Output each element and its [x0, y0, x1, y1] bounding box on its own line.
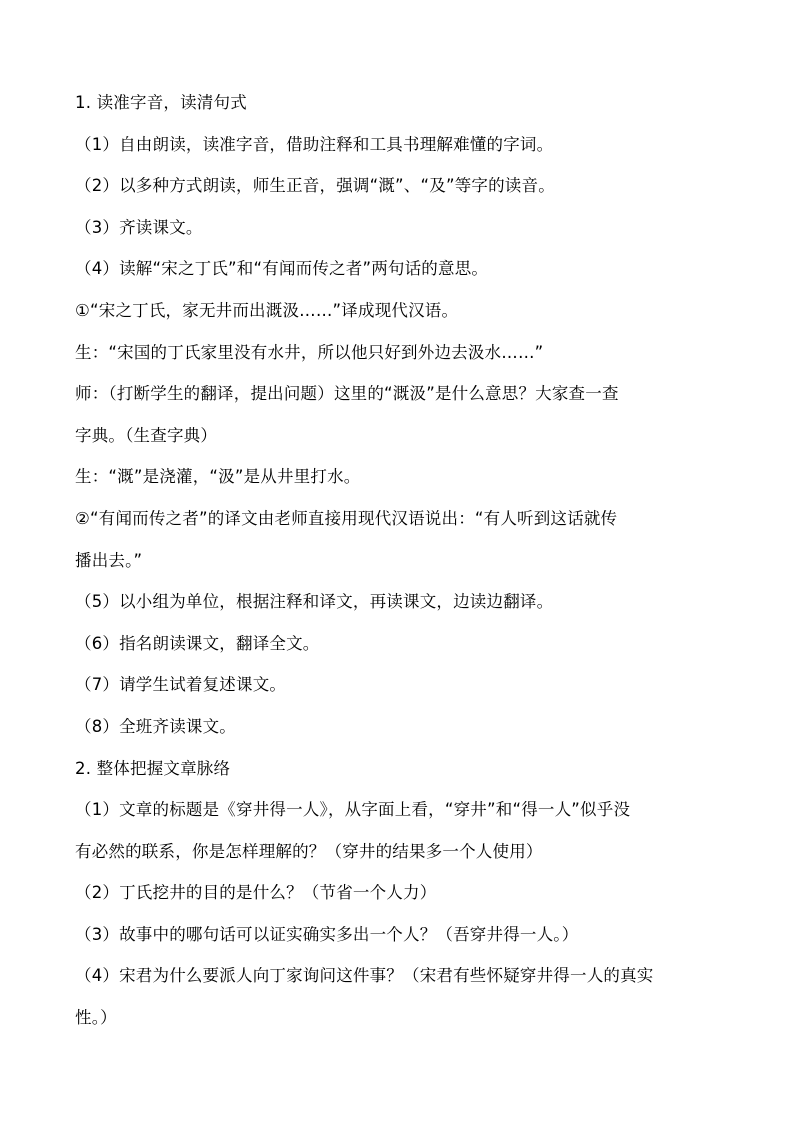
text-line: （1）文章的标题是《穿井得一人》，从字面上看，“穿井”和“得一人”似乎没 — [75, 800, 631, 820]
text-line: （4）宋君为什么要派人向丁家询问这件事？（宋君有些怀疑穿井得一人的真实 — [75, 966, 654, 986]
text-line: （8）全班齐读课文。 — [75, 716, 236, 736]
section-heading-1: 1. 读准字音，读清句式 — [75, 93, 247, 112]
section-heading-2: 2. 整体把握文章脉络 — [75, 758, 231, 778]
text-line: ①“宋之丁氏，家无井而出溉汲……”译成现代汉语。 — [75, 300, 459, 320]
text-line: （3）齐读课文。 — [75, 217, 203, 237]
text-line: ②“有闻而传之者”的译文由老师直接用现代汉语说出：“有人听到这话就传 — [75, 508, 618, 528]
text-line: （6）指名朗读课文，翻译全文。 — [75, 633, 320, 653]
text-line: 播出去。” — [75, 550, 143, 570]
text-line: （3）故事中的哪句话可以证实确实多出一个人？（吾穿井得一人。） — [75, 924, 579, 944]
text-line: （5）以小组为单位，根据注释和译文，再读课文，边读边翻译。 — [75, 592, 554, 612]
text-line: 生：“宋国的丁氏家里没有水井，所以他只好到外边去汲水……” — [75, 342, 544, 362]
text-line: 字典。（生查字典） — [75, 425, 218, 445]
text-line: 性。） — [75, 1008, 117, 1028]
text-line: 师：（打断学生的翻译，提出问题）这里的“溉汲”是什么意思？大家查一查 — [75, 384, 619, 404]
text-line: （2）丁氏挖井的目的是什么？（节省一个人力） — [75, 883, 437, 903]
text-line: 生：“溉”是浇灌，“汲”是从井里打水。 — [75, 467, 361, 487]
text-line: （4）读解“宋之丁氏”和“有闻而传之者”两句话的意思。 — [75, 259, 489, 279]
document-body — [75, 82, 725, 1039]
text-line: （1）自由朗读，读准字音，借助注释和工具书理解难懂的字词。 — [75, 134, 554, 154]
text-line: 有必然的联系，你是怎样理解的？（穿井的结果多一个人使用） — [75, 841, 543, 861]
text-line: （2）以多种方式朗读，师生正音，强调“溉”、“及”等字的读音。 — [75, 176, 555, 196]
text-line: （7）请学生试着复述课文。 — [75, 675, 287, 695]
